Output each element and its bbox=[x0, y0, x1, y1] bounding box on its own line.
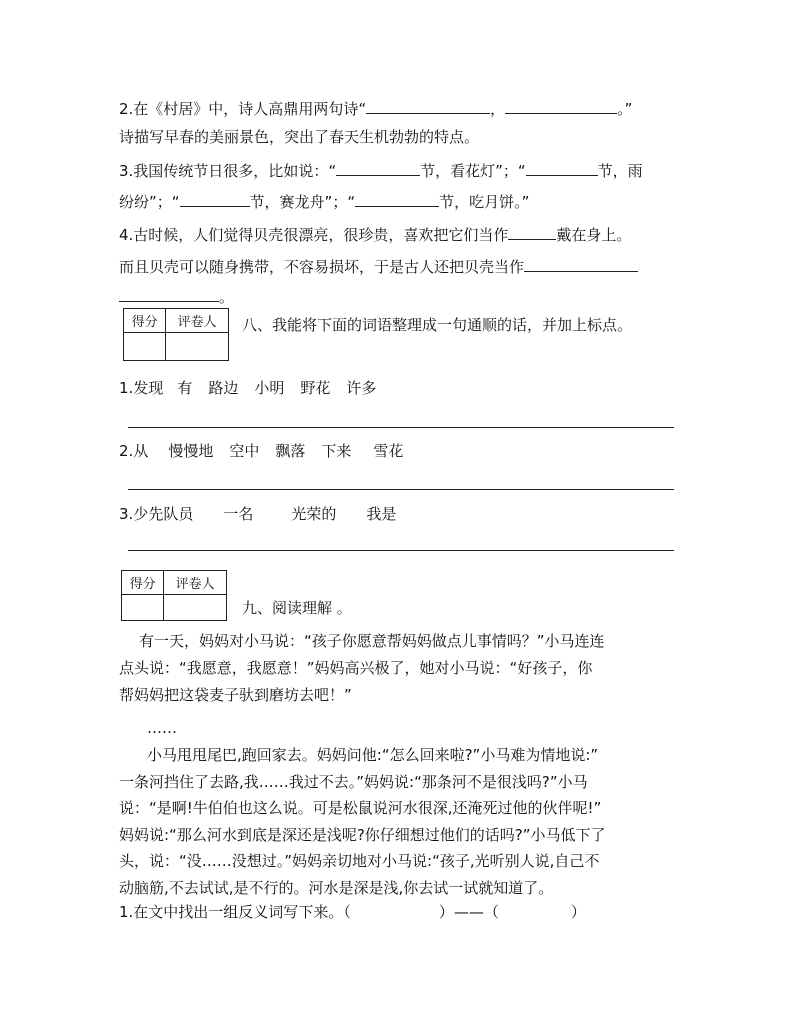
q3-prefix: 3.我国传统节日很多，比如说：“ bbox=[119, 162, 337, 180]
s8-answer-line-2[interactable] bbox=[128, 489, 674, 490]
passage-line: 帮妈妈把这袋麦子驮到磨坊去吧！” bbox=[119, 686, 352, 704]
q2-blank-1[interactable] bbox=[366, 97, 490, 114]
s8-item-2-num: 2. bbox=[119, 442, 134, 460]
s8-word: 下来 bbox=[321, 442, 352, 460]
score-cell[interactable] bbox=[124, 333, 166, 361]
s8-answer-line-1[interactable] bbox=[128, 427, 674, 428]
s8-word: 我是 bbox=[366, 505, 397, 523]
q2-end: 。” bbox=[617, 100, 633, 118]
passage-ellipsis: …… bbox=[147, 719, 177, 737]
passage-line: 一条河挡住了去路,我……我过不去。”妈妈说:“那条河不是很浅吗?”小马 bbox=[119, 772, 588, 791]
s8-word: 少先队员 bbox=[133, 505, 194, 523]
section9-title: 九、阅读理解 。 bbox=[242, 599, 352, 617]
s8-word: 光荣的 bbox=[291, 505, 337, 523]
s8-answer-line-3[interactable] bbox=[128, 550, 674, 551]
s9-q1-end: ） bbox=[570, 903, 586, 921]
q4-blank-2[interactable] bbox=[524, 255, 638, 272]
q2-line2: 诗描写早春的美丽景色，突出了春天生机勃勃的特点。 bbox=[119, 128, 480, 146]
q4-blank-2-cont[interactable] bbox=[119, 285, 219, 302]
s9-question-1 bbox=[119, 902, 586, 922]
s8-word: 路边 bbox=[208, 379, 239, 397]
q3-text-3: 纷纷”；“ bbox=[119, 193, 180, 211]
q4-blank-1[interactable] bbox=[508, 223, 556, 240]
q3-line2 bbox=[119, 190, 529, 212]
s8-item-1-num: 1. bbox=[119, 379, 134, 397]
passage-line: 妈妈说:“那么河水到底是深还是浅呢?你仔细想过他们的话吗?”小马低下了 bbox=[119, 825, 606, 844]
grader-label: 评卷人 bbox=[164, 571, 227, 595]
score-box-8 bbox=[123, 308, 229, 361]
s8-word: 雪花 bbox=[373, 442, 404, 460]
q4-end: 。 bbox=[219, 288, 235, 306]
s8-word: 一名 bbox=[223, 505, 254, 523]
s8-item-1 bbox=[119, 378, 376, 398]
passage-line: 点头说：“我愿意，我愿意！”妈妈高兴极了，她对小马说：“好孩子，你 bbox=[119, 659, 593, 677]
passage-line: 有一天，妈妈对小马说：“孩子你愿意帮妈妈做点儿事情吗？”小马连连 bbox=[139, 632, 605, 650]
q3-line1 bbox=[119, 159, 643, 181]
q3-text-2: 节，雨 bbox=[597, 162, 643, 180]
grader-cell[interactable] bbox=[166, 333, 229, 361]
s8-word: 发现 bbox=[133, 379, 164, 397]
passage-line: 动脑筋,不去试试,是不行的。河水是深是浅,你去试一试就知道了。 bbox=[119, 878, 554, 897]
s8-word: 飘落 bbox=[275, 442, 306, 460]
q4-line3 bbox=[119, 285, 234, 307]
q4-text-2: 戴在身上。 bbox=[556, 226, 632, 244]
s8-word: 许多 bbox=[346, 379, 377, 397]
s8-word: 空中 bbox=[229, 442, 260, 460]
s9-q1-mid: ）——（ bbox=[438, 903, 499, 921]
q4-line2 bbox=[119, 255, 638, 277]
s8-item-3 bbox=[119, 504, 396, 524]
section8-title: 八、我能将下面的词语整理成一句通顺的话，并加上标点。 bbox=[242, 316, 633, 334]
s8-word: 从 bbox=[133, 442, 149, 460]
s8-word: 有 bbox=[177, 379, 193, 397]
s9-q1-text: 1.在文中找出一组反义词写下来。（ bbox=[119, 903, 351, 921]
score-box-9 bbox=[121, 570, 227, 621]
s8-word: 野花 bbox=[300, 379, 331, 397]
score-label: 得分 bbox=[124, 309, 166, 333]
q2-blank-2[interactable] bbox=[505, 97, 617, 114]
q3-blank-3[interactable] bbox=[180, 190, 250, 207]
s8-word: 慢慢地 bbox=[168, 442, 214, 460]
q2-line1 bbox=[119, 97, 632, 119]
s8-item-2 bbox=[119, 441, 403, 461]
q4-text-1: 4.古时候，人们觉得贝壳很漂亮，很珍贵，喜欢把它们当作 bbox=[119, 226, 509, 244]
score-cell[interactable] bbox=[122, 595, 164, 621]
q3-blank-2[interactable] bbox=[526, 159, 598, 176]
q4-text-3: 而且贝壳可以随身携带，不容易损坏，于是古人还把贝壳当作 bbox=[119, 258, 525, 276]
score-label: 得分 bbox=[122, 571, 164, 595]
passage-line: 小马甩甩尾巴,跑回家去。妈妈问他:“怎么回来啦?”小马难为情地说:” bbox=[147, 746, 599, 764]
passage-line: 说：“是啊!牛伯伯也这么说。可是松鼠说河水很深,还淹死过他的伙伴呢!” bbox=[119, 799, 602, 817]
q2-comma: ， bbox=[490, 100, 506, 118]
grader-label: 评卷人 bbox=[166, 309, 229, 333]
q3-blank-4[interactable] bbox=[355, 190, 439, 207]
q3-text-1: 节，看花灯”；“ bbox=[420, 162, 526, 180]
q4-line1 bbox=[119, 223, 631, 245]
q3-text-5: 节，吃月饼。” bbox=[439, 193, 530, 211]
q3-text-4: 节，赛龙舟”；“ bbox=[249, 193, 356, 211]
grader-cell[interactable] bbox=[164, 595, 227, 621]
s8-word: 小明 bbox=[254, 379, 285, 397]
passage-line: 头，说：“没……没想过。”妈妈亲切地对小马说:“孩子,光听别人说,自己不 bbox=[119, 852, 600, 870]
q2-prefix: 2.在《村居》中，诗人高鼎用两句诗“ bbox=[119, 100, 367, 118]
s8-item-3-num: 3. bbox=[119, 505, 134, 523]
passage-paragraph-2 bbox=[119, 742, 679, 901]
q3-blank-1[interactable] bbox=[336, 159, 420, 176]
passage-paragraph-1 bbox=[119, 628, 679, 709]
